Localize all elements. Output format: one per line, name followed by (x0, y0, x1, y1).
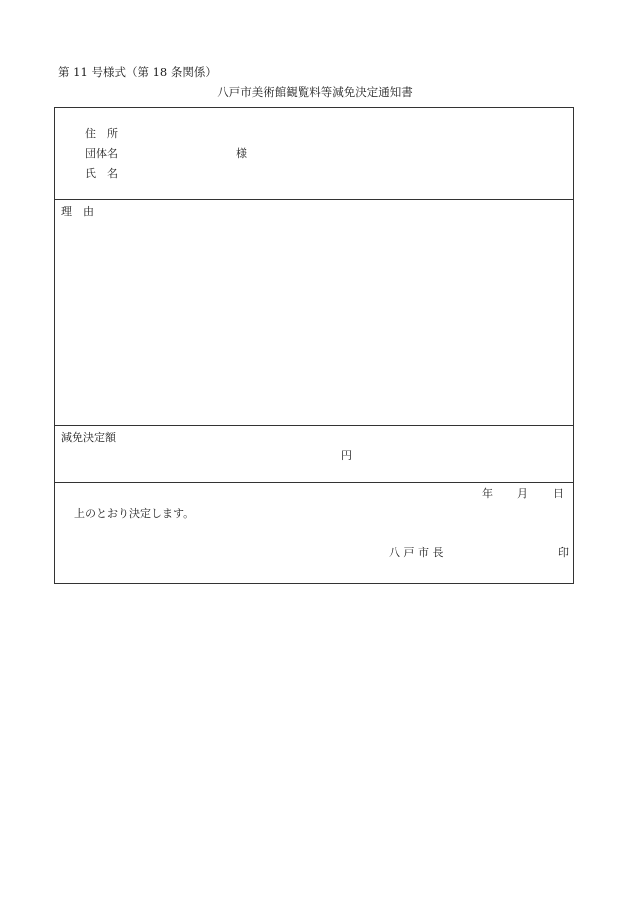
reason-label: 理 由 (61, 205, 94, 218)
reduction-amount-label: 減免決定額 (61, 431, 116, 444)
date-year: 年 (482, 487, 493, 500)
date-month: 月 (517, 487, 528, 500)
name-label: 氏 名 (85, 167, 118, 180)
honorific-sama: 様 (236, 147, 247, 160)
date-day: 日 (553, 487, 564, 500)
seal-mark: 印 (558, 546, 569, 559)
yen-unit: 円 (341, 449, 352, 462)
notice-form-table (54, 107, 574, 584)
issuer-mayor: 八 戸 市 長 (389, 546, 444, 559)
document-title: 八戸市美術館観覧料等減免決定通知書 (217, 85, 413, 99)
divider-recipient-reason (55, 199, 573, 200)
divider-amount-decision (55, 482, 573, 483)
divider-reason-amount (55, 425, 573, 426)
address-label: 住 所 (85, 127, 118, 140)
decision-statement: 上のとおり決定します。 (74, 507, 195, 520)
form-number: 第 11 号様式（第 18 条関係） (58, 65, 217, 79)
organization-label: 団体名 (85, 147, 118, 160)
